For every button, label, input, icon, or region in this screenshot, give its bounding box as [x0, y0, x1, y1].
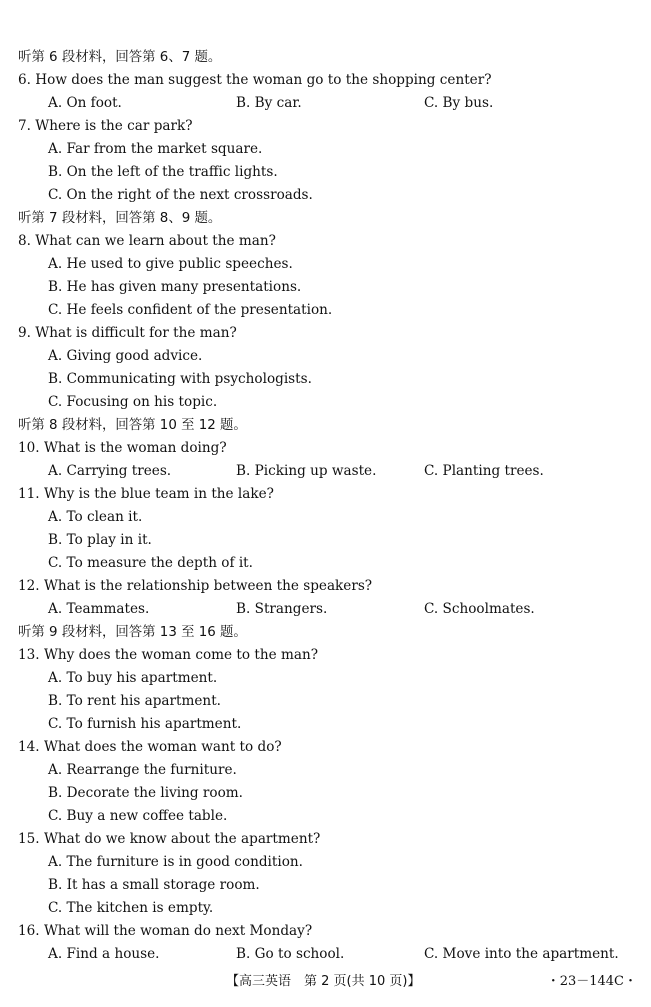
option-c: C. On the right of the next crossroads. [48, 187, 313, 203]
option-c: C. Move into the apartment. [424, 946, 619, 962]
option-c: C. Focusing on his topic. [48, 394, 218, 410]
question: 16. What will the woman do next Monday? [18, 923, 313, 939]
option-c: C. To measure the depth of it. [48, 555, 253, 571]
option-a: A. To buy his apartment. [48, 670, 218, 686]
section-heading: 听第 8 段材料，回答第 10 至 12 题。 [18, 418, 247, 433]
option-row [18, 460, 633, 483]
option-b: B. To play in it. [48, 532, 152, 548]
question: 7. Where is the car park? [18, 118, 193, 134]
option-b: B. By car. [236, 95, 302, 111]
option-b: B. Communicating with psychologists. [48, 371, 312, 387]
option-c: C. Buy a new coffee table. [48, 808, 228, 824]
option-a: A. Far from the market square. [48, 141, 263, 157]
option-row [18, 92, 633, 115]
option-c: C. The kitchen is empty. [48, 900, 214, 916]
option-a: A. Giving good advice. [48, 348, 203, 364]
option-b: B. Go to school. [236, 946, 345, 962]
exam-page [18, 46, 633, 966]
section-heading: 听第 9 段材料，回答第 13 至 16 题。 [18, 625, 247, 640]
option-row [18, 598, 633, 621]
option-a: A. The furniture is in good condition. [48, 854, 303, 870]
question: 9. What is difficult for the man? [18, 325, 237, 341]
option-b: B. On the left of the traffic lights. [48, 164, 278, 180]
option-a: A. He used to give public speeches. [48, 256, 293, 272]
question: 12. What is the relationship between the speakers? [18, 578, 373, 594]
option-c: C. To furnish his apartment. [48, 716, 242, 732]
option-b: B. It has a small storage room. [48, 877, 260, 893]
section-heading: 听第 7 段材料，回答第 8、9 题。 [18, 211, 222, 226]
option-a: A. On foot. [48, 95, 122, 111]
option-a: A. Carrying trees. [48, 463, 172, 479]
question: 10. What is the woman doing? [18, 440, 227, 456]
question: 11. Why is the blue team in the lake? [18, 486, 274, 502]
section-heading: 听第 6 段材料，回答第 6、7 题。 [18, 50, 222, 65]
question: 15. What do we know about the apartment? [18, 831, 321, 847]
footer-page-info: 【高三英语 第 2 页(共 10 页)】 [226, 974, 421, 989]
option-b: B. He has given many presentations. [48, 279, 302, 295]
option-c: C. Schoolmates. [424, 601, 535, 617]
option-a: A. Teammates. [48, 601, 150, 617]
page-footer [0, 970, 651, 994]
question: 8. What can we learn about the man? [18, 233, 276, 249]
option-b: B. Strangers. [236, 601, 328, 617]
question: 14. What does the woman want to do? [18, 739, 282, 755]
option-c: C. He feels confident of the presentation. [48, 302, 333, 318]
option-b: B. Decorate the living room. [48, 785, 243, 801]
option-b: B. To rent his apartment. [48, 693, 221, 709]
option-c: C. By bus. [424, 95, 494, 111]
option-a: A. Rearrange the furniture. [48, 762, 237, 778]
question: 6. How does the man suggest the woman go to the shopping center? [18, 72, 492, 88]
option-b: B. Picking up waste. [236, 463, 377, 479]
option-c: C. Planting trees. [424, 463, 544, 479]
question: 13. Why does the woman come to the man? [18, 647, 319, 663]
option-row [18, 943, 633, 966]
footer-code: ・23－144C・ [546, 974, 637, 989]
option-a: A. Find a house. [48, 946, 160, 962]
option-a: A. To clean it. [48, 509, 143, 525]
